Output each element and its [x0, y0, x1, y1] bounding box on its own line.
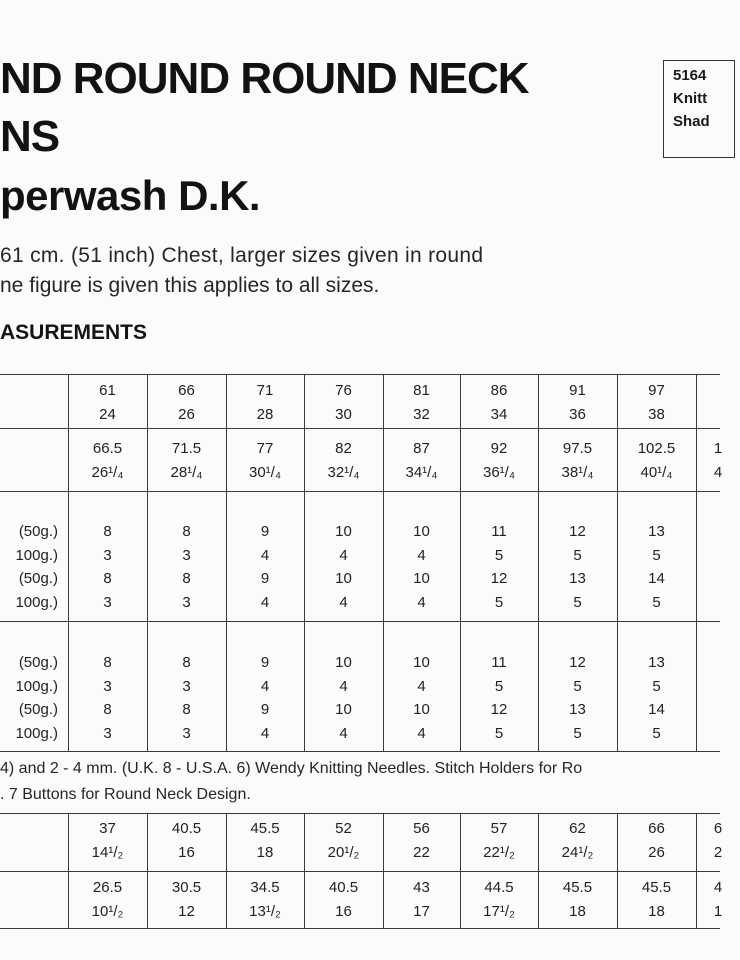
yarn-name: perwash D.K.	[0, 172, 261, 219]
garment-length-cell: 6 2	[713, 820, 723, 861]
sleeve-length-cell: 34.5 13¹/₂	[249, 879, 281, 920]
yarn-quantity-cell: 10 4 10 4	[413, 523, 430, 611]
to-fit-cell: 81 32	[413, 382, 430, 423]
table-rule	[0, 928, 720, 929]
pattern-info-box	[663, 60, 735, 158]
yarn-quantity-cell: 11 5 12 5	[490, 654, 508, 742]
actual-measurement-cell: 66.5 26¹/₄	[91, 440, 124, 481]
actual-measurement-cell: 82 32¹/₄	[327, 440, 360, 481]
table-rule	[0, 428, 720, 429]
yarn-label-group-2: (50g.) 100g.) (50g.) 100g.)	[15, 654, 58, 742]
yarn-quantity-cell: 9 4 9 4	[260, 654, 270, 742]
yarn-quantity-cell: 11 5 12 5	[490, 523, 508, 611]
yarn-quantity-cell: 8 3 8 3	[103, 523, 112, 611]
pattern-label-knitting: Knitt	[673, 90, 708, 107]
yarn-quantity-cell: 12 5 13 5	[569, 523, 586, 611]
to-fit-cell: 61 24	[99, 382, 116, 423]
yarn-quantity-cell: 10 4 10 4	[413, 654, 430, 742]
sleeve-length-cell: 45.5 18	[641, 879, 672, 920]
to-fit-cell: 76 30	[335, 382, 352, 423]
sleeve-length-cell: 30.5 12	[171, 879, 202, 920]
table-rule	[0, 871, 720, 872]
garment-length-cell: 57 22¹/₂	[483, 820, 515, 861]
garment-length-cell: 52 20¹/₂	[327, 820, 360, 861]
table-rule	[0, 813, 720, 814]
actual-measurement-cell: 102.5 40¹/₄	[637, 440, 676, 481]
yarn-label-group-1: (50g.) 100g.) (50g.) 100g.)	[15, 523, 58, 611]
actual-measurement-cell: 1 4	[713, 440, 723, 481]
column-rule	[696, 374, 697, 751]
pattern-title-line1: ND ROUND ROUND NECK	[0, 54, 529, 103]
intro-line-1: 61 cm. (51 inch) Chest, larger sizes given in round	[0, 244, 484, 267]
intro-line-2: ne figure is given this applies to all sizes.	[0, 274, 380, 297]
garment-length-cell: 66 26	[648, 820, 665, 861]
sleeve-length-cell: 40.5 16	[328, 879, 359, 920]
yarn-quantity-cell: 8 3 8 3	[103, 654, 112, 742]
yarn-quantity-cell: 10 4 10 4	[335, 654, 352, 742]
garment-length-cell: 62 24¹/₂	[561, 820, 594, 861]
garment-length-cell: 56 22	[413, 820, 430, 861]
sleeve-length-cell: 44.5 17¹/₂	[483, 879, 515, 920]
table-rule	[0, 621, 720, 622]
measurements-heading: ASUREMENTS	[0, 321, 148, 344]
pattern-code: 5164	[673, 67, 707, 84]
sleeve-length-cell: 4 1	[713, 879, 723, 920]
actual-measurement-cell: 97.5 38¹/₄	[561, 440, 594, 481]
garment-length-cell: 37 14¹/₂	[91, 820, 124, 861]
sleeve-length-cell: 43 17	[413, 879, 430, 920]
materials-note-line-2: . 7 Buttons for Round Neck Design.	[0, 786, 251, 803]
to-fit-cell: 66 26	[178, 382, 195, 423]
pattern-label-shade: Shad	[673, 113, 710, 130]
actual-measurement-cell: 92 36¹/₄	[483, 440, 515, 481]
sleeve-length-cell: 45.5 18	[562, 879, 593, 920]
table-rule	[0, 491, 720, 492]
table-rule	[0, 374, 720, 375]
yarn-quantity-cell: 8 3 8 3	[182, 523, 191, 611]
yarn-quantity-cell: 13 5 14 5	[648, 654, 665, 742]
actual-measurement-cell: 77 30¹/₄	[249, 440, 281, 481]
pattern-title-line2: NS	[0, 112, 60, 161]
garment-length-cell: 40.5 16	[171, 820, 202, 861]
actual-measurement-cell: 87 34¹/₄	[405, 440, 438, 481]
yarn-quantity-cell: 13 5 14 5	[648, 523, 665, 611]
to-fit-cell: 86 34	[490, 382, 508, 423]
to-fit-cell: 97 38	[648, 382, 665, 423]
yarn-quantity-cell: 10 4 10 4	[335, 523, 352, 611]
garment-length-cell: 45.5 18	[250, 820, 280, 861]
yarn-quantity-cell: 12 5 13 5	[569, 654, 586, 742]
table-rule	[0, 751, 720, 752]
sleeve-length-cell: 26.5 10¹/₂	[91, 879, 124, 920]
to-fit-cell: 71 28	[256, 382, 274, 423]
yarn-quantity-cell: 8 3 8 3	[182, 654, 191, 742]
materials-note-line-1: 4) and 2 - 4 mm. (U.K. 8 - U.S.A. 6) Wendy Knitting Needles. Stitch Holders for Ro	[0, 760, 583, 777]
to-fit-cell: 91 36	[569, 382, 586, 423]
yarn-quantity-cell: 9 4 9 4	[260, 523, 270, 611]
actual-measurement-cell: 71.5 28¹/₄	[170, 440, 203, 481]
